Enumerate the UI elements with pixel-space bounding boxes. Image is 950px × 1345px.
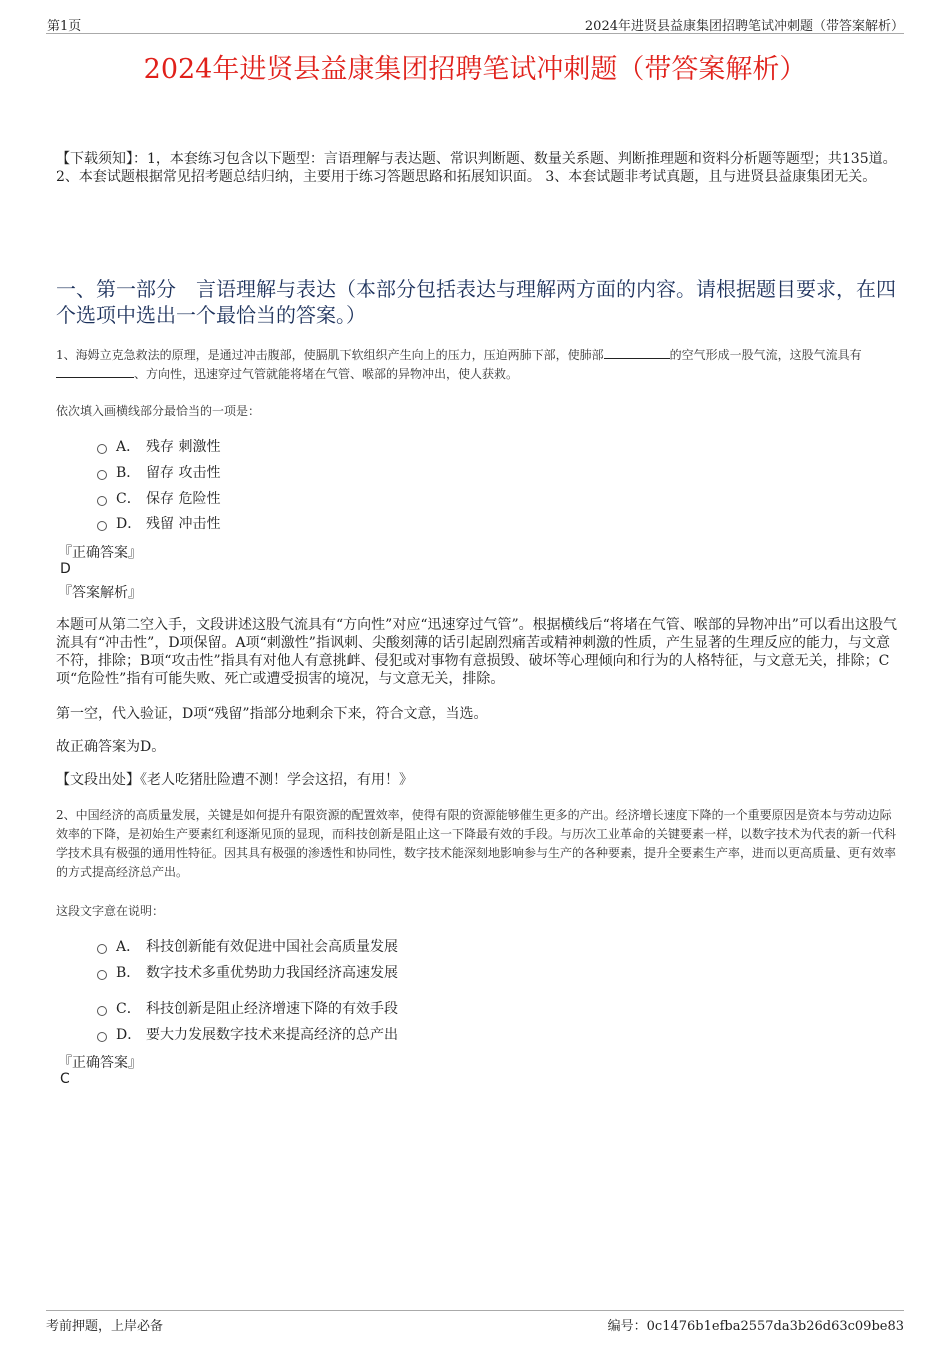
footer-divider xyxy=(46,1310,904,1311)
q1-analysis-paragraph: 故正确答案为D。 xyxy=(56,739,166,755)
radio-icon[interactable] xyxy=(97,470,107,480)
question-1-part-a: 1、海姆立克急救法的原理，是通过冲击腹部，使膈肌下软组织产生向上的压力，压迫两肺下部，使肺部 xyxy=(56,348,604,362)
radio-icon[interactable] xyxy=(97,970,107,980)
option-text: 数字技术多重优势助力我国经济高速发展 xyxy=(146,965,398,981)
q1-option-a[interactable] xyxy=(97,436,220,456)
option-letter: B． xyxy=(116,465,141,481)
question-2-text: 2、中国经济的高质量发展，关键是如何提升有限资源的配置效率，使得有限的资源能够催生更多的产出。经济增长速度下降的一个重要原因是资本与劳动边际效率的下降，是初始生产要素红利逐渐见顶的显现，而科技创新是阻止这一下降最有效的手段。与历次工业革命的关键要素一样，以数字技术为代表的新一代科学技术具有极强的通用性特征。因其具有极强的渗透性和协同性，数字技术能深刻地影响参与生产的各种要素，提升全要素生产率，进而以更高质量、更有效率的方式提高经济总产出。 xyxy=(56,808,897,879)
fill-blank-2 xyxy=(56,366,134,378)
q2-option-d[interactable] xyxy=(97,1024,398,1044)
download-notice: 【下载须知】：1，本套练习包含以下题型：言语理解与表达题、常识判断题、数量关系题、判断推理题和资料分析题等题型；共135道。 2、本套试题根据常见招考题总结归纳，主要用于练习答题思路和拓展知识面。 3、本套试题非考试真题，且与进贤县益康集团无关。 xyxy=(56,151,897,185)
q1-source: 【文段出处】《老人吃猪肚险遭不测！学会这招，有用！》 xyxy=(56,772,413,788)
option-letter: C． xyxy=(116,491,141,507)
header-divider xyxy=(46,33,904,34)
radio-icon[interactable] xyxy=(97,496,107,506)
option-letter: D． xyxy=(116,516,142,532)
footer-serial-number: 编号：0c1476b1efba2557da3b26d63c09be83 xyxy=(607,1319,904,1334)
document-title: 2024年进贤县益康集团招聘笔试冲刺题（带答案解析） xyxy=(143,54,807,85)
q2-answer-label: 『正确答案』 xyxy=(58,1055,142,1071)
option-letter: A． xyxy=(116,939,141,955)
q1-analysis-paragraph: 本题可从第二空入手，文段讲述这股气流具有“方向性”对应“迅速穿过气管”。根据横线后“将堵在气管、喉部的异物冲出”可以看出这股气流具有“冲击性”，D项保留。A项“刺激性”指讽刺、尖酸刻薄的话引起剧烈痛苦或精神刺激的性质，产生显著的生理反应的能力，与文意不符，排除；B项“攻击性”指具有对他人有意挑衅、侵犯或对事物有意损毁、破坏等心理倾向和行为的人格特征，与文意无关，排除；C项“危险性”指有可能失败、死亡或遭受损害的境况，与文意无关，排除。 xyxy=(56,617,897,687)
question-1-part-b: 的空气形成一股气流，这股气流具有 xyxy=(669,348,862,362)
q2-option-c[interactable] xyxy=(97,998,398,1018)
option-letter: D． xyxy=(116,1027,142,1043)
q1-analysis-label: 『答案解析』 xyxy=(58,585,142,601)
option-letter: B． xyxy=(116,965,141,981)
question-1-text xyxy=(56,346,902,384)
radio-icon[interactable] xyxy=(97,944,107,954)
q2-option-a[interactable] xyxy=(97,936,398,956)
q2-option-b[interactable] xyxy=(97,962,398,982)
q1-option-d[interactable] xyxy=(97,513,220,533)
section-heading: 一、第一部分 言语理解与表达（本部分包括表达与理解两方面的内容。请根据题目要求，在四个选项中选出一个最恰当的答案。） xyxy=(56,277,896,327)
radio-icon[interactable] xyxy=(97,444,107,454)
option-text: 科技创新能有效促进中国社会高质量发展 xyxy=(146,939,398,955)
q1-answer: D xyxy=(60,561,71,577)
option-letter: A． xyxy=(116,439,141,455)
q1-analysis-paragraph: 第一空，代入验证，D项“残留”指部分地剩余下来，符合文意，当选。 xyxy=(56,706,488,722)
radio-icon[interactable] xyxy=(97,521,107,531)
option-text: 要大力发展数字技术来提高经济的总产出 xyxy=(146,1027,398,1043)
question-1-part-c: 、方向性，迅速穿过气管就能将堵在气管、喉部的异物冲出，使人获救。 xyxy=(134,367,519,381)
q1-option-b[interactable] xyxy=(97,462,220,482)
fill-blank-1 xyxy=(604,347,670,359)
option-text: 科技创新是阻止经济增速下降的有效手段 xyxy=(146,1001,398,1017)
header-page-number: 第1页 xyxy=(47,19,82,34)
option-text: 残留 冲击性 xyxy=(146,516,221,532)
option-text: 留存 攻击性 xyxy=(146,465,221,481)
option-letter: C． xyxy=(116,1001,141,1017)
q1-answer-label: 『正确答案』 xyxy=(58,545,142,561)
option-text: 保存 危险性 xyxy=(146,491,221,507)
question-2-prompt: 这段文字意在说明： xyxy=(56,904,165,918)
radio-icon[interactable] xyxy=(97,1032,107,1042)
radio-icon[interactable] xyxy=(97,1006,107,1016)
footer-slogan: 考前押题，上岸必备 xyxy=(46,1319,164,1334)
q2-answer: C xyxy=(60,1071,70,1087)
header-doc-title: 2024年进贤县益康集团招聘笔试冲刺题（带答案解析） xyxy=(584,19,904,34)
question-1-prompt: 依次填入画横线部分最恰当的一项是： xyxy=(56,404,261,418)
q1-option-c[interactable] xyxy=(97,488,220,508)
option-text: 残存 刺激性 xyxy=(146,439,221,455)
